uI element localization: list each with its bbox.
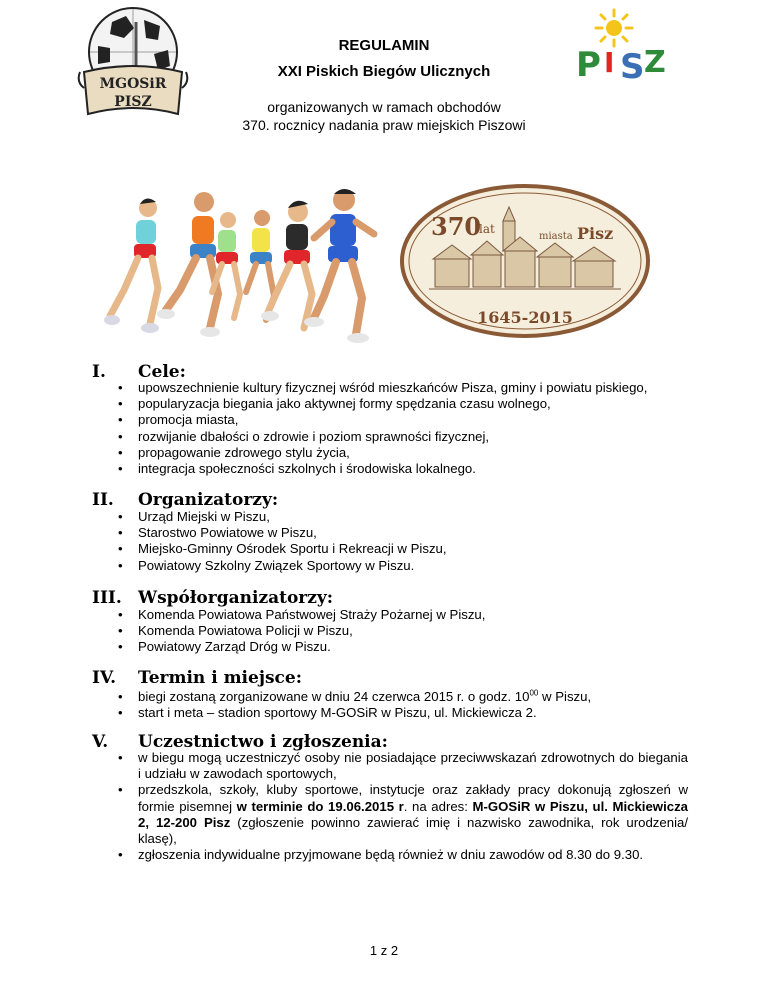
list-item: • popularyzacja biegania jako aktywnej formy spędzania czasu wolnego,	[118, 396, 688, 412]
doc-title: REGULAMIN	[338, 37, 430, 54]
list-item: • Starostwo Powiatowe w Piszu,	[118, 525, 688, 541]
page-number: 1 z 2	[369, 943, 399, 958]
list-item: • rozwijanie dbałości o zdrowie i poziom sprawności fizycznej,	[118, 429, 688, 445]
anniversary-name: Pisz	[577, 224, 614, 243]
section-1-list	[118, 380, 688, 477]
intro-line-1: organizowanych w ramach obchodów	[267, 99, 501, 115]
section-4-list	[118, 689, 688, 721]
section-4-title: Termin i miejsce:	[138, 668, 302, 688]
section-5-list	[118, 750, 688, 863]
section-4-number: IV.	[92, 668, 117, 688]
doc-subtitle: XXI Piskich Biegów Ulicznych	[277, 63, 491, 80]
section-3-title: Współorganizatorzy:	[138, 588, 334, 608]
deadline-text: w terminie do 19.06.2015 r	[236, 798, 404, 814]
anniversary-emblem	[399, 183, 651, 339]
section-1-title: Cele:	[138, 362, 186, 382]
anniversary-miasta: miasta	[539, 231, 573, 242]
section-5-number: V.	[92, 732, 109, 752]
section-3-number: III.	[92, 588, 122, 608]
list-item: • upowszechnienie kultury fizycznej wśród mieszkańców Pisza, gminy i powiatu piskiego,	[118, 380, 688, 396]
list-item: • start i meta – stadion sportowy M-GOSiR w Piszu, ul. Mickiewicza 2.	[118, 705, 688, 721]
list-item: • Miejsko-Gminny Ośrodek Sportu i Rekreacji w Piszu,	[118, 541, 688, 557]
list-item: • Komenda Powiatowa Policji w Piszu,	[118, 623, 688, 639]
anniversary-number: 370	[431, 212, 482, 241]
list-item: • propagowanie zdrowego stylu życia,	[118, 445, 688, 461]
section-5-title: Uczestnictwo i zgłoszenia:	[138, 732, 388, 752]
pisz-letter-z: Z	[644, 45, 666, 80]
date-text-end: w Piszu,	[538, 689, 592, 704]
list-item: • zgłoszenia indywidualne przyjmowane będą również w dniu zawodów od 8.30 do 9.30.	[118, 847, 688, 863]
list-item: • integracja społeczności szkolnych i środowiska lokalnego.	[118, 461, 688, 477]
anniversary-lat: lat	[479, 222, 495, 236]
list-item: • w biegu mogą uczestniczyć osoby nie posiadające przeciwwskazań zdrowotnych do biegania i udziału w zawodach sportowych,	[118, 750, 688, 782]
registration-text: . na adres:	[403, 798, 473, 814]
pisz-letter-i: I	[604, 46, 615, 79]
section-3-list	[118, 607, 688, 656]
list-item: • Urząd Miejski w Piszu,	[118, 509, 688, 525]
list-item: • Komenda Powiatowa Państwowej Straży Pożarnej w Piszu,	[118, 607, 688, 623]
date-text: biegi zostaną zorganizowane w dniu 24 czerwca 2015 r. o godz. 10	[138, 689, 530, 704]
list-item: • Powiatowy Szkolny Związek Sportowy w Piszu.	[118, 558, 688, 574]
mgosir-logo-text: MGOSiR	[99, 76, 167, 92]
list-item	[118, 689, 688, 705]
section-1-number: I.	[92, 362, 106, 382]
address-text: M-GOSiR w Piszu, ul. Mickiewicza 2, 12-200 Pisz	[138, 798, 688, 830]
pisz-letter-p: P	[576, 45, 601, 85]
pisz-letter-s: S	[620, 47, 645, 87]
list-item	[118, 782, 688, 847]
time-superscript: 00	[529, 688, 539, 698]
section-2-title: Organizatorzy:	[138, 490, 279, 510]
anniversary-years: 1645-2015	[477, 308, 573, 327]
list-item: • Powiatowy Zarząd Dróg w Piszu.	[118, 639, 688, 655]
registration-text: przedszkola, szkoły, kluby sportowe, instytucje oraz zakłady pracy dokonują zgłoszeń w formie pisemnej	[138, 782, 688, 814]
section-2-list	[118, 509, 688, 574]
mgosir-logo-subtext: PISZ	[114, 94, 152, 110]
section-2-number: II.	[92, 490, 114, 510]
list-item: • promocja miasta,	[118, 412, 688, 428]
runners-illustration	[100, 178, 380, 346]
intro-line-2: 370. rocznicy nadania praw miejskich Piszowi	[242, 117, 526, 133]
registration-text: (zgłoszenie powinno zawierać imię i nazwisko zawodnika, rok urodzenia/ klasę),	[138, 814, 688, 847]
